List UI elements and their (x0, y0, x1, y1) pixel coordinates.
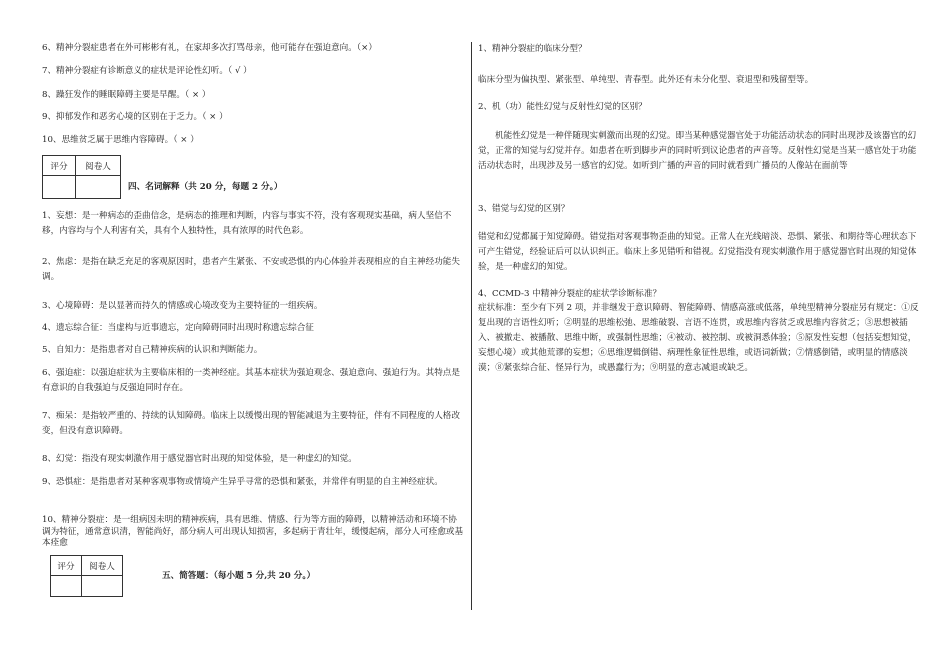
question-1: 1、精神分裂症的临床分型？ (478, 44, 587, 54)
definition-9: 9、恐惧症：是指患者对某种客观事物或情境产生异乎寻常的恐惧和紧张，并常伴有明显的自主神经症状。 (42, 477, 443, 487)
tf-item-6: 6、精神分裂症患者在外可彬彬有礼，在家却多次打骂母亲，他可能存在强迫意向。（×） (42, 43, 377, 53)
score-table-1 (42, 155, 121, 199)
definition-7: 7、痴呆：是指较严重的、持续的认知障碍。临床上以缓慢出现的智能减退为主要特征，伴有不同程度的人格改变，但没有意识障碍。 (42, 411, 460, 436)
grader-cell[interactable] (82, 576, 123, 597)
score-header: 评分 (43, 156, 76, 176)
question-3: 3、错觉与幻觉的区别？ (478, 204, 570, 214)
question-2: 2、机（功）能性幻觉与反射性幻觉的区别？ (478, 102, 647, 112)
tf-item-8: 8、躁狂发作的睡眠障碍主要是早醒。（ × ） (42, 90, 211, 100)
definition-2: 2、焦虑：是指在缺乏充足的客观原因时，患者产生紧张、不安或恐惧的内心体验并表现相应的自主神经功能失调。 (42, 257, 460, 282)
tf-item-7: 7、精神分裂症有诊断意义的症状是评论性幻听。（ √ ） (42, 66, 252, 76)
definition-6: 6、强迫症：以强迫症状为主要临床相的一类神经症。其基本症状为强迫观念、强迫意向、强迫行为。其特点是有意识的自我强迫与反强迫同时存在。 (42, 368, 460, 393)
column-divider (471, 42, 472, 610)
tf-item-10: 10、思维贫乏属于思维内容障碍。（ × ） (42, 135, 199, 145)
score-header: 评分 (51, 556, 82, 576)
grader-cell[interactable] (76, 176, 121, 199)
definition-4: 4、遗忘综合征：当虚构与近事遗忘，定向障碍同时出现时称遗忘综合征 (42, 323, 314, 333)
score-table-2 (50, 555, 123, 597)
section-5-title: 五、简答题：（每小题 5 分,共 20 分。） (162, 571, 316, 581)
definition-10: 10、精神分裂症：是一组病因未明的精神疾病，具有思维、情感、行为等方面的障碍，以精神活动和环境不协调为特征，通常意识清，智能尚好，部分病人可出现认知损害，多起病于青壮年，缓慢起病，部分人可痊愈或基本痊愈 (42, 515, 464, 548)
answer-1: 临床分型为偏执型、紧张型、单纯型、青春型。此外还有未分化型、衰退型和残留型等。 (478, 75, 814, 85)
definition-8: 8、幻觉：指没有现实刺激作用于感觉器官时出现的知觉体验，是一种虚幻的知觉。 (42, 454, 357, 464)
answer-2: 机能性幻觉是一种伴随现实刺激而出现的幻觉。即当某种感觉器官处于功能活动状态的同时出现涉及该器官的幻觉，正常的知觉与幻觉并存。如患者在听到脚步声的同时听到议论患者的声音等。反射性幻觉是当某一感官处于功能活动状态时，出现涉及另一感官的幻觉。如听到广播的声音的同时就看到广播员的人像站在面前等 (478, 131, 917, 171)
definition-5: 5、自知力：是指患者对自己精神疾病的认识和判断能力。 (42, 345, 263, 355)
question-4: 4、CCMD-3 中精神分裂症的症状学诊断标准？ (478, 289, 662, 299)
definition-1: 1、妄想：是一种病态的歪曲信念，是病态的推理和判断，内容与事实不符，没有客观现实基础，病人坚信不移，内容均与个人利害有关，具有个人独特性，具有浓厚的时代色彩。 (42, 211, 452, 236)
section-4-title: 四、名词解释（共 20 分，每题 2 分。） (128, 182, 283, 192)
grader-header: 阅卷人 (76, 156, 121, 176)
answer-3: 错觉和幻觉都属于知觉障碍。错觉指对客观事物歪曲的知觉。正常人在光线暗淡、恐惧、紧张、和期待等心理状态下可产生错觉，经验证后可以认识纠正。临床上多见错听和错视。幻觉指没有现实刺激作用于感觉器官时出现的知觉体验，是一种虚幻的知觉。 (478, 232, 917, 272)
score-cell[interactable] (43, 176, 76, 199)
grader-header: 阅卷人 (82, 556, 123, 576)
score-cell[interactable] (51, 576, 82, 597)
answer-4: 症状标准：至少有下列 2 项，并非继发于意识障碍、智能障碍、情感高涨或低落，单纯型精神分裂症另有规定：①反复出现的言语性幻听；②明显的思维松弛、思维破裂、言语不连贯，或思维内容贫乏或思维内容贫乏；③思想被插入、被撤走、被播散、思维中断，或强制性思维；④被动、被控制、或被洞悉体验；⑤原发性妄想（包括妄想知觉，妄想心境）或其他荒谬的妄想；⑥思维逻辑倒错、病理性象征性思维，或语词新做；⑦情感倒错，或明显的情感淡漠；⑧紧张综合征、怪异行为，或愚蠢行为；⑨明显的意志减退或缺乏。 (478, 303, 919, 373)
tf-item-9: 9、抑郁发作和恶劣心境的区别在于乏力。（ × ） (42, 112, 228, 122)
definition-3: 3、心境障碍：是以显著而持久的情感或心境改变为主要特征的一组疾病。 (42, 301, 323, 311)
